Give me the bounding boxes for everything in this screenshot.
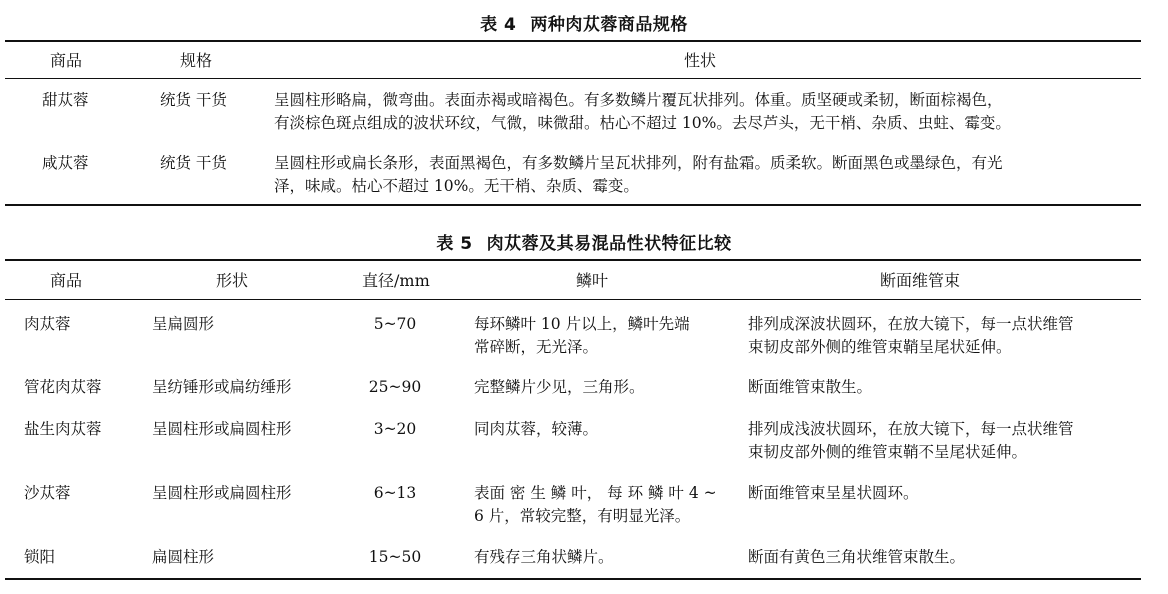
table4-top-rule (5, 40, 1141, 42)
table5-row3-shape: 呈圆柱形或扁圆柱形 (152, 420, 292, 438)
table5-row1-shape: 呈扁圆形 (152, 315, 215, 333)
table5-row4-bundle-line1: 断面维管束呈星状圆环。 (748, 484, 919, 502)
table5-row1-scale-line1: 每环鳞叶 10 片以上，鳞叶先端 (474, 315, 690, 333)
table4-header-spec: 规格 (180, 51, 213, 70)
table4-bottom-rule (5, 204, 1141, 206)
table4-row1-desc-line2: 有淡棕色斑点组成的波状环纹，气微，味微甜。枯心不超过 10%。去尽芦头，无干梢、杂质、虫蛀、霉变。 (274, 114, 1011, 132)
table5-row2-diameter: 25~90 (368, 378, 422, 396)
table5-bottom-rule (5, 578, 1141, 580)
table5-row2-bundle-line1: 断面维管束散生。 (748, 378, 873, 396)
table5-row3-product: 盐生肉苁蓉 (24, 420, 102, 438)
table4-row2-spec: 统货 干货 (160, 154, 227, 172)
table5-row3-diameter: 3~20 (373, 420, 417, 438)
table5-label: 表 5 (436, 234, 473, 254)
table5-row1-bundle-line1: 排列成深波状圆环，在放大镜下，每一点状维管 (748, 315, 1074, 333)
table5-row4-shape: 呈圆柱形或扁圆柱形 (152, 484, 292, 502)
table4-label: 表 4 (480, 15, 517, 35)
table5-header-diameter: 直径/mm (362, 271, 430, 290)
table5-row5-shape: 扁圆柱形 (152, 548, 215, 566)
table5-header-vascular-bundle: 断面维管束 (880, 271, 961, 290)
table5-row5-bundle-line1: 断面有黄色三角状维管束散生。 (748, 548, 966, 566)
table5-row2-scale-line1: 完整鳞片少见，三角形。 (474, 378, 645, 396)
table4-row1-product: 甜苁蓉 (42, 91, 89, 109)
table5-row3-scale-line1: 同肉苁蓉，较薄。 (474, 420, 599, 438)
table5-row1-bundle-line2: 束韧皮部外侧的维管束鞘呈尾状延伸。 (748, 338, 1012, 356)
table4-row1-spec: 统货 干货 (160, 91, 227, 109)
table5-row1-diameter: 5~70 (373, 315, 417, 333)
table5-header-rule (5, 299, 1141, 300)
table5-row2-shape: 呈纺锤形或扁纺缍形 (152, 378, 292, 396)
table4-caption (0, 14, 1168, 36)
table5-caption (0, 233, 1168, 255)
table5-row4-diameter: 6~13 (373, 484, 417, 502)
table4-header-rule (5, 78, 1141, 79)
table5-row4-scale-line1: 表面 密 生 鳞 叶， 每 环 鳞 叶 4 ~ (474, 484, 717, 502)
table5-row1-scale-line2: 常碎断，无光泽。 (474, 338, 599, 356)
table5-row5-scale-line1: 有残存三角状鳞片。 (474, 548, 614, 566)
table5-header-product: 商品 (50, 271, 83, 290)
table5-row3-bundle-line2: 束韧皮部外侧的维管束鞘不呈尾状延伸。 (748, 443, 1028, 461)
table5-header-scale-leaf: 鳞叶 (576, 271, 609, 290)
table5-row4-scale-line2: 6 片，常较完整，有明显光泽。 (474, 507, 691, 525)
table4-row2-product: 咸苁蓉 (42, 154, 89, 172)
table5-row5-diameter: 15~50 (368, 548, 422, 566)
table5-row2-product: 管花肉苁蓉 (24, 378, 102, 396)
table4-header-description: 性状 (684, 51, 717, 70)
table4-header-product: 商品 (50, 51, 83, 70)
table4-row2-desc-line2: 泽，味咸。枯心不超过 10%。无干梢、杂质、霉变。 (274, 177, 639, 195)
table4-title: 两种肉苁蓉商品规格 (530, 15, 688, 35)
table5-row1-product: 肉苁蓉 (24, 315, 71, 333)
table5-row4-product: 沙苁蓉 (24, 484, 71, 502)
table5-row3-bundle-line1: 排列成浅波状圆环，在放大镜下，每一点状维管 (748, 420, 1074, 438)
table5-title: 肉苁蓉及其易混品性状特征比较 (486, 234, 732, 254)
table5-row5-product: 锁阳 (24, 548, 56, 566)
table5-header-shape: 形状 (216, 271, 249, 290)
table4-row2-desc-line1: 呈圆柱形或扁长条形，表面黑褐色，有多数鳞片呈瓦状排列，附有盐霜。质柔软。断面黑色或墨绿色，有光 (274, 154, 1003, 172)
table4-row1-desc-line1: 呈圆柱形略扁，微弯曲。表面赤褐或暗褐色。有多数鳞片覆瓦状排列。体重。质坚硬或柔韧，断面棕褐色， (274, 91, 1003, 109)
table5-top-rule (5, 259, 1141, 261)
